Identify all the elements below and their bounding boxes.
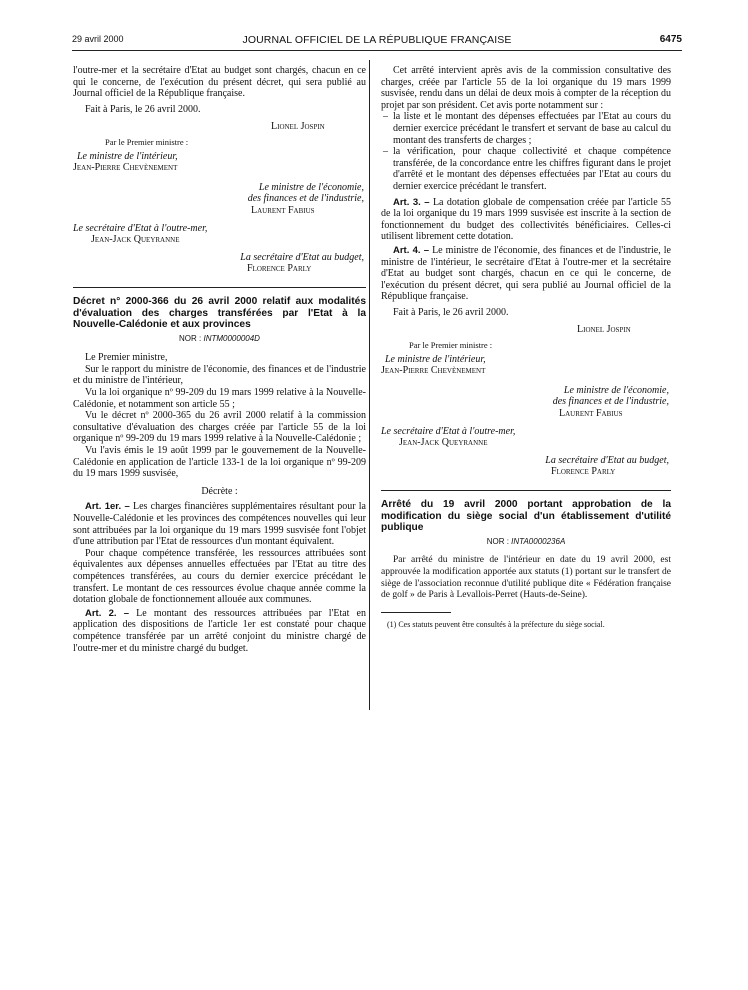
decree-art3: Art. 3. – La dotation globale de compensation créée par l'article 55 de la loi organique du 19 mars 1999 susvisée est inscrite à la section de fonctionnement du budget des collectivités bénéficiaires. Celles-ci utilisent librement cette dotation. xyxy=(381,196,671,243)
right-list-item-1: – la liste et le montant des dépenses effectuées par l'Etat au cours du dernier exercice précédant le transfert et servant de base au calcul du montant des transferts de charges ; xyxy=(381,111,671,146)
right-sig-pm: Lionel Jospin xyxy=(577,324,631,336)
left-min-eco-title2: des finances et de l'industrie, xyxy=(247,193,364,205)
header-page-number: 6475 xyxy=(659,34,682,45)
footnote: (1) Ces statuts peuvent être consultés à la préfecture du siège social. xyxy=(387,619,605,629)
decree-visa-3: Vu le décret nº 2000-365 du 26 avril 2000 relatif à la commission consultative d'évaluation des charges créée par l'article 55 de la loi organique nº 99-209 du 19 mars 1999 relative à la Nouvelle-Calédonie ; xyxy=(73,410,366,445)
left-min-eco-title1: Le ministre de l'économie, xyxy=(258,181,364,193)
footnote-rule xyxy=(381,612,451,613)
right-column xyxy=(381,65,671,630)
header-date: 29 avril 2000 xyxy=(72,34,124,44)
left-par-pm: Par le Premier ministre : xyxy=(105,136,189,147)
right-min-int-name: Jean-Pierre Chevènement xyxy=(381,365,486,377)
right-min-eco-name: Laurent Fabius xyxy=(559,408,623,420)
decree-nor: NOR : INTM0000004D xyxy=(179,333,260,343)
right-par-pm: Par le Premier ministre : xyxy=(409,340,493,351)
decree-decrete: Décrète : xyxy=(201,485,238,497)
left-column xyxy=(73,65,366,654)
left-sec-bud-name: Florence Parly xyxy=(247,263,312,275)
right-list xyxy=(381,111,671,192)
left-signatures xyxy=(73,121,366,275)
right-min-int-title: Le ministre de l'intérieur, xyxy=(385,353,486,365)
left-min-eco-name: Laurent Fabius xyxy=(251,204,315,216)
right-signatures xyxy=(381,324,671,478)
decree-pm: Le Premier ministre, xyxy=(85,352,168,364)
right-p1: Cet arrêté intervient après avis de la commission consultative des charges, créée par l'article 55 de la loi organique du 19 mars 1999 susvisée, rendu dans un délai de deux mois à compter de la réception du projet par son président. Cet avis porte notamment sur : xyxy=(381,65,671,111)
column-divider xyxy=(369,60,370,710)
right-sec-bud-title: La secrétaire d'Etat au budget, xyxy=(545,454,669,466)
arrete-text: Par arrêté du ministre de l'intérieur en date du 19 avril 2000, est approuvée la modification apportée aux statuts (1) portant sur le transfert de siège de l'association reconnue d'utilité publique dite « Fédération française de golf » de Paris à Levallois-Perret (Hauts-de-Seine). xyxy=(381,555,671,601)
left-min-int-title: Le ministre de l'intérieur, xyxy=(77,150,178,162)
decree-art1-p2: Pour chaque compétence transférée, les ressources attribuées sont équivalentes aux dépenses annuelles effectuées par l'Etat au titre des compétences transférées, au cours du dernier exercice précédant le transfert. Le montant de ces ressources évolue chaque année comme la dotation globale de fonctionnement allouée aux communes. xyxy=(73,547,366,606)
right-min-eco-title2: des finances et de l'industrie, xyxy=(552,396,669,408)
left-fait: Fait à Paris, le 26 avril 2000. xyxy=(85,103,201,115)
decree-visa-4: Vu l'avis émis le 19 août 1999 par le gouvernement de la Nouvelle-Calédonie en application de l'article 133-1 de la loi organique nº 99-209 du 19 mars 1999 susvisée, xyxy=(73,445,366,480)
decree-art1: Art. 1er. – Les charges financières supplémentaires résultant pour la Nouvelle-Calédonie et les provinces des compétences nouvelles qui leur sont attribuées par la loi organique du 19 mars 1999 susvisée font l'objet d'une attribution par l'Etat de ressources d'un montant équivalent. xyxy=(73,501,366,548)
left-separator xyxy=(73,287,366,288)
right-list-item-2: – la vérification, pour chaque collectivité et chaque compétence transférée, de la concordance entre les chiffres figurant dans le projet d'arrêté et le montant des dépenses effectuées par l'Etat au cours du dernier exercice précédant le transfert. xyxy=(381,146,671,192)
decree-art2: Art. 2. – Le montant des ressources attribuées par l'Etat en application des dispositions de l'article 1er est constaté pour chaque compétence transférée par un arrêté conjoint du ministre chargé de l'outre-mer et du ministre chargé du budget. xyxy=(73,607,366,654)
right-sec-om-title: Le secrétaire d'Etat à l'outre-mer, xyxy=(381,425,516,437)
decree-visa-1: Sur le rapport du ministre de l'économie, des finances et de l'industrie et du ministre de l'intérieur, xyxy=(73,363,366,387)
right-fait: Fait à Paris, le 26 avril 2000. xyxy=(393,306,509,318)
right-sec-om-name: Jean-Jack Queyranne xyxy=(399,437,488,449)
left-sec-om-name: Jean-Jack Queyranne xyxy=(91,234,180,246)
page-header xyxy=(72,34,682,51)
left-sec-bud-title: La secrétaire d'Etat au budget, xyxy=(240,251,364,263)
right-separator xyxy=(381,490,671,491)
right-min-eco-title1: Le ministre de l'économie, xyxy=(563,384,669,396)
left-min-int-name: Jean-Pierre Chevènement xyxy=(73,162,178,174)
left-intro: l'outre-mer et la secrétaire d'Etat au budget sont chargés, chacun en ce qui le concerne, de l'exécution du présent décret, qui sera publié au Journal officiel de la République française. xyxy=(73,65,366,100)
decree-title: Décret n° 2000-366 du 26 avril 2000 relatif aux modalités d'évaluation des charges transférées par l'Etat à la Nouvelle-Calédonie et aux provinces xyxy=(73,295,366,331)
left-sig-pm: Lionel Jospin xyxy=(271,121,325,133)
arrete-nor: NOR : INTA0000236A xyxy=(486,536,566,546)
left-sec-om-title: Le secrétaire d'Etat à l'outre-mer, xyxy=(73,222,208,234)
decree-visa-2: Vu la loi organique nº 99-209 du 19 mars 1999 relative à la Nouvelle-Calédonie, et notamment son article 55 ; xyxy=(73,387,366,410)
arrete-title: Arrêté du 19 avril 2000 portant approbation de la modification du siège social d'un établissement d'utilité publique xyxy=(381,499,671,534)
decree-art4: Art. 4. – Le ministre de l'économie, des finances et de l'industrie, le ministre de l'intérieur, le secrétaire d'Etat à l'outre-mer et la secrétaire d'Etat au budget sont chargés, chacun en ce qui le concerne, de l'exécution du présent décret, qui sera publié au Journal officiel de la République française. xyxy=(381,244,671,303)
header-journal-title: JOURNAL OFFICIEL DE LA RÉPUBLIQUE FRANÇAISE xyxy=(242,34,512,46)
right-sec-bud-name: Florence Parly xyxy=(551,466,616,478)
